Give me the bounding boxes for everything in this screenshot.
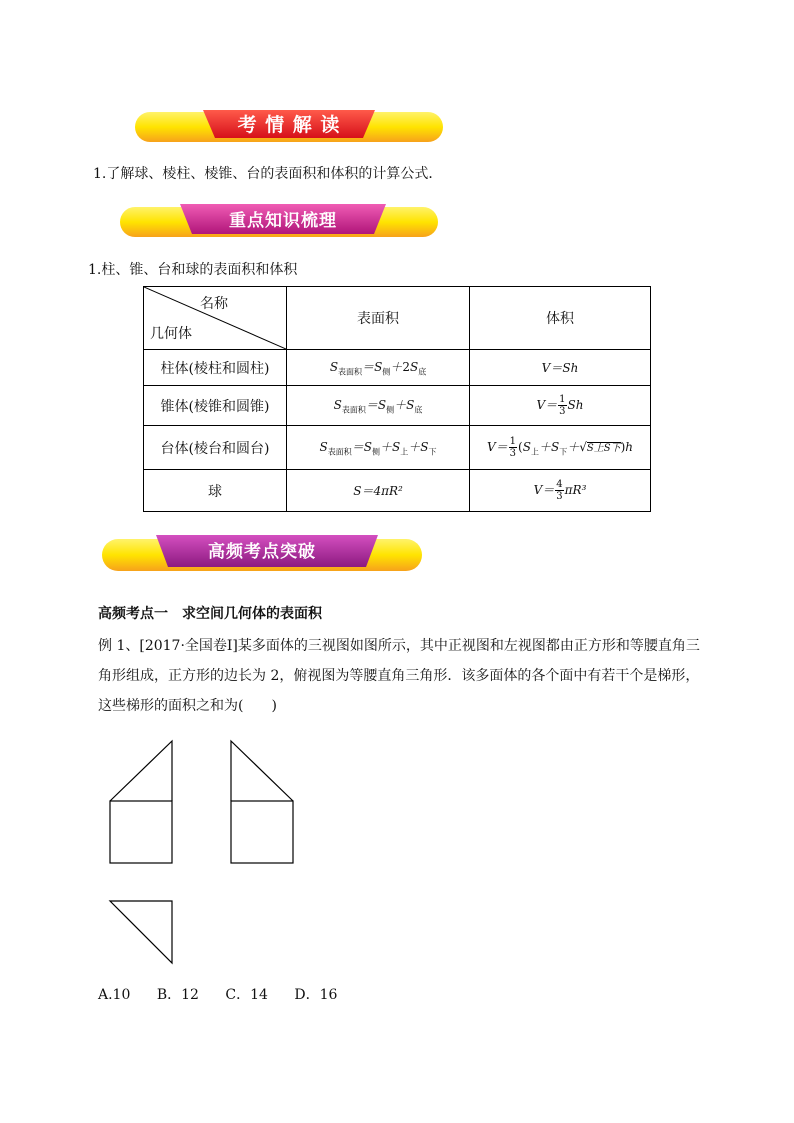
row-name: 台体(棱台和圆台) bbox=[144, 426, 287, 470]
option-c[interactable]: C．14 bbox=[225, 987, 268, 1003]
section-title: 1.柱、锥、台和球的表面积和体积 bbox=[88, 262, 298, 278]
banner-exam-analysis bbox=[133, 108, 445, 144]
side-view bbox=[231, 741, 293, 863]
banner-high-frequency bbox=[100, 533, 424, 575]
answer-options bbox=[98, 984, 359, 1004]
option-d[interactable]: D．16 bbox=[294, 987, 338, 1003]
row-name: 柱体(棱柱和圆柱) bbox=[144, 350, 287, 386]
three-view-diagram bbox=[105, 735, 305, 970]
header-body: 几何体 bbox=[150, 326, 192, 342]
objective-text: 1.了解球、棱柱、棱锥、台的表面积和体积的计算公式． bbox=[93, 166, 443, 182]
sphere-volume-formula: V＝ $\frac{4}{3}$ πR³ bbox=[470, 470, 651, 512]
frustum-volume-formula: V＝ $\frac{1}{3}$ ($S_上+S_下+√S$上S下)h bbox=[470, 426, 651, 470]
row-name: 锥体(棱锥和圆锥) bbox=[144, 386, 287, 426]
example-text: 例 1、[2017·全国卷Ⅰ]某多面体的三视图如图所示，其中正视图和左视图都由正方形和等腰直角三角形组成，正方形的边长为 2，俯视图为等腰直角三角形．该多面体的各个面中有若干个是梯形，这些梯形的面积之和为( ) bbox=[98, 638, 700, 714]
pyramid-volume-formula: V＝ $\frac{1}{3}$ Sh bbox=[470, 386, 651, 426]
option-a[interactable]: A.10 bbox=[98, 987, 131, 1003]
header-volume: 体积 bbox=[470, 287, 651, 350]
prism-volume-formula: V＝Sh bbox=[470, 350, 651, 386]
pyramid-surface-formula: $S_{表面积}=S_侧+S_底$ bbox=[287, 386, 470, 426]
table-row bbox=[144, 470, 651, 512]
header-diagonal-cell bbox=[144, 287, 287, 350]
sphere-surface-formula: S＝4πR² bbox=[287, 470, 470, 512]
table-row bbox=[144, 386, 651, 426]
row-name: 球 bbox=[144, 470, 287, 512]
banner-title: 考 情 解 读 bbox=[237, 113, 341, 136]
top-view bbox=[110, 901, 172, 963]
formula-table bbox=[143, 286, 651, 512]
front-view bbox=[110, 741, 172, 863]
header-name: 名称 bbox=[200, 296, 228, 312]
banner-title: 重点知识梳理 bbox=[229, 210, 337, 231]
table-row bbox=[144, 426, 651, 470]
option-b[interactable]: B．12 bbox=[156, 987, 199, 1003]
header-surface: 表面积 bbox=[287, 287, 470, 350]
prism-surface-formula: $S_{表面积}=S_侧+2S_底$ bbox=[287, 350, 470, 386]
table-header-row bbox=[144, 287, 651, 350]
banner-title: 高频考点突破 bbox=[208, 541, 316, 562]
frustum-surface-formula: $S_{表面积}=S_侧+S_上+S_下$ bbox=[287, 426, 470, 470]
banner-key-knowledge bbox=[118, 202, 440, 240]
table-row bbox=[144, 350, 651, 386]
topic-title: 高频考点一 求空间几何体的表面积 bbox=[98, 606, 322, 622]
